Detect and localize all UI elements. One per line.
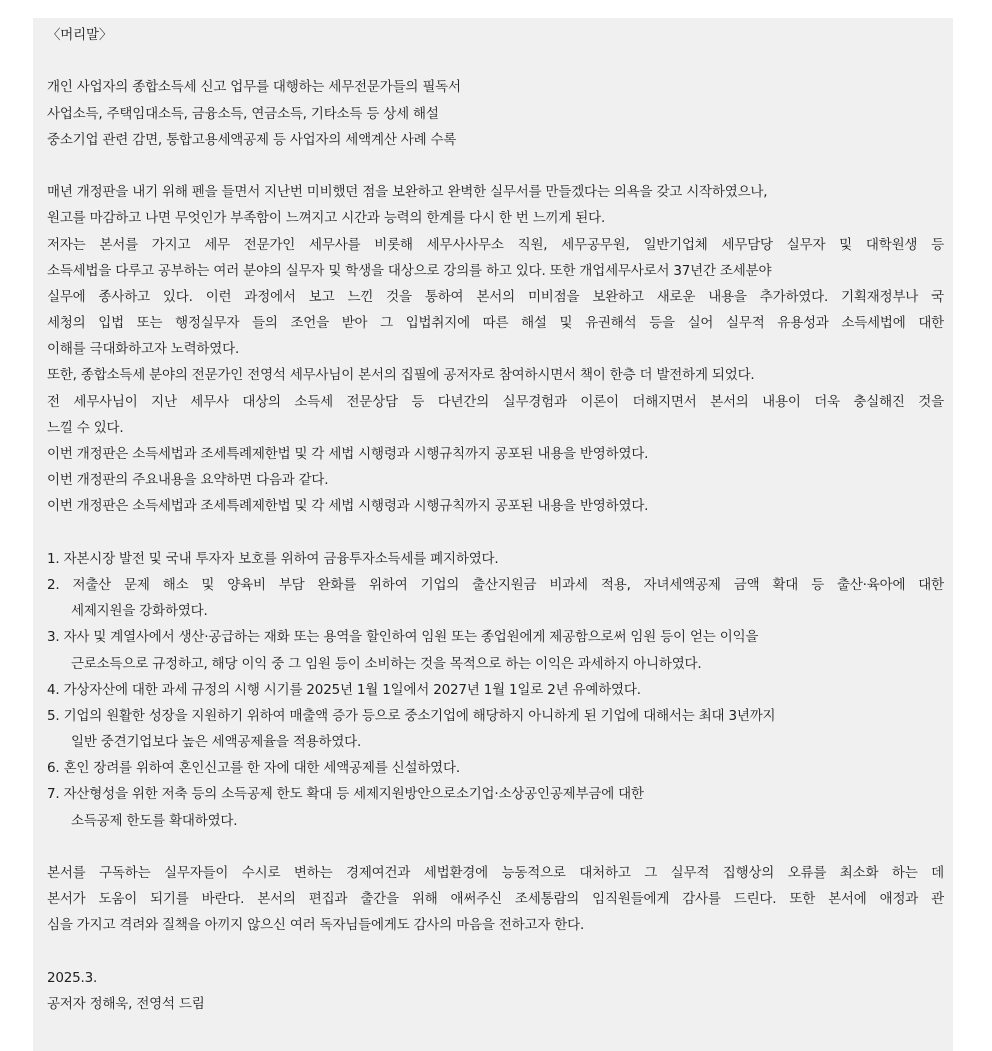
preface-heading: 〈머리말〉 (47, 27, 113, 43)
list-item-continuation: 세제지원을 강화하였다. (71, 603, 208, 620)
item-number: 2. (47, 576, 60, 593)
item-number: 4. (47, 681, 60, 698)
body-line: 저자는 본서를 가지고 세무 전문가인 세무사를 비롯해 세무사사무소 직원, 세무공무원, 일반기업체 세무담당 실무자 및 대학원생 등 (47, 236, 944, 253)
spacer (47, 153, 947, 179)
item-text: 저출산 문제 해소 및 양육비 부담 완화를 위하여 기업의 출산지원금 비과세 적용, 자녀세액공제 금액 확대 등 출산·육아에 대한 (72, 576, 944, 593)
body-line: 매년 개정판을 내기 위해 펜을 들면서 지난번 미비했던 점을 보완하고 완벽한 실무서를 만들겠다는 의욕을 갖고 시작하였으나, (47, 184, 768, 201)
list-item-continuation: 소득공제 한도를 확대하였다. (71, 812, 238, 829)
body-line: 전 세무사님이 지난 세무사 대상의 소득세 전문상담 등 다년간의 실무경험과 이론이 더해지면서 본서의 내용이 더욱 충실해진 것을 (47, 393, 944, 410)
body-line: 이번 개정판은 소득세법과 조세특례제한법 및 각 세법 시행령과 시행규칙까지 공포된 내용을 반영하였다. (47, 498, 649, 515)
intro-line: 개인 사업자의 종합소득세 신고 업무를 대행하는 세무전문가들의 필독서 (47, 79, 461, 96)
item-text: 자산형성을 위한 저축 등의 소득공제 한도 확대 등 세제지원방안으로소기업·소상공인공제부금에 대한 (63, 786, 644, 803)
item-text: 가상자산에 대한 과세 규정의 시행 시기를 2025년 1월 1일에서 2027년 1월 1일로 2년 유예하였다. (63, 681, 641, 698)
list-item-continuation: 일반 중견기업보다 높은 세액공제율을 적용하였다. (71, 734, 362, 751)
item-text: 자본시장 발전 및 국내 투자자 보호를 위하여 금융투자소득세를 폐지하였다. (63, 550, 499, 567)
spacer (47, 48, 947, 74)
item-number: 6. (47, 760, 60, 777)
list-item (47, 546, 947, 572)
closing-line: 심을 가지고 격려와 질책을 아끼지 않으신 여러 독자님들에게도 감사의 마음을 전하고자 한다. (47, 917, 585, 934)
body-line: 실무에 종사하고 있다. 이런 과정에서 보고 느낀 것을 통하여 본서의 미비점을 보완하고 새로운 내용을 추가하였다. 기획재정부나 국 (47, 288, 944, 305)
date: 2025.3. (47, 969, 98, 986)
item-text: 자사 및 계열사에서 생산·공급하는 재화 또는 용역을 할인하여 임원 또는 종업원에게 제공함으로써 임원 등이 얻는 이익을 (63, 629, 759, 646)
spacer (47, 520, 947, 546)
spacer (47, 939, 947, 965)
body-line: 또한, 종합소득세 분야의 전문가인 전영석 세무사님이 본서의 집필에 공저자로 참여하시면서 책이 한층 더 발전하게 되었다. (47, 367, 755, 384)
list-item (47, 703, 947, 729)
item-number: 3. (47, 629, 60, 646)
intro-line: 중소기업 관련 감면, 통합고용세액공제 등 사업자의 세액계산 사례 수록 (47, 131, 457, 148)
list-item-continuation: 근로소득으로 규정하고, 해당 이익 중 그 임원 등이 소비하는 것을 목적으로 하는 이익은 과세하지 아니하였다. (71, 655, 702, 672)
list-item (47, 624, 947, 650)
revision-list (47, 546, 947, 834)
intro-line: 사업소득, 주택임대소득, 금융소득, 연금소득, 기타소득 등 상세 해설 (47, 105, 439, 122)
list-item (47, 755, 947, 781)
closing-line: 본서가 도움이 되기를 바란다. 본서의 편집과 출간을 위해 애써주신 조세통람의 임직원들에게 감사를 드린다. 또한 본서에 애정과 관 (47, 891, 944, 908)
item-text: 기업의 원활한 성장을 지원하기 위하여 매출액 증가 등으로 중소기업에 해당하지 아니하게 된 기업에 대해서는 최대 3년까지 (63, 707, 776, 724)
item-number: 5. (47, 707, 60, 724)
preface-content (47, 22, 947, 1017)
list-item (47, 677, 947, 703)
body-line: 소득세법을 다루고 공부하는 여러 분야의 실무자 및 학생을 대상으로 강의를 하고 있다. 또한 개업세무사로서 37년간 조세분야 (47, 262, 772, 279)
closing-line: 본서를 구독하는 실무자들이 수시로 변하는 경제여건과 세법환경에 능동적으로 대처하고 그 실무적 집행상의 오류를 최소화 하는 데 (47, 865, 944, 881)
body-line: 느낄 수 있다. (47, 419, 124, 436)
body-line: 원고를 마감하고 나면 무엇인가 부족함이 느껴지고 시간과 능력의 한계를 다시 한 번 느끼게 된다. (47, 210, 606, 227)
list-item (47, 781, 947, 807)
spacer (47, 834, 947, 860)
body-line: 이번 개정판은 소득세법과 조세특례제한법 및 각 세법 시행령과 시행규칙까지 공포된 내용을 반영하였다. (47, 446, 649, 462)
body-line: 이번 개정판의 주요내용을 요약하면 다음과 같다. (47, 472, 329, 489)
body-line: 세청의 입법 또는 행정실무자 들의 조언을 받아 그 입법취지에 따른 해설 및 유권해석 등을 실어 실무적 유용성과 소득세법에 대한 (47, 315, 944, 332)
body-line: 이해를 극대화하고자 노력하였다. (47, 341, 240, 358)
item-text: 혼인 장려를 위하여 혼인신고를 한 자에 대한 세액공제를 신설하였다. (63, 760, 460, 777)
signature: 공저자 정해욱, 전영석 드림 (47, 995, 205, 1012)
item-number: 1. (47, 550, 60, 567)
list-item (47, 572, 944, 598)
item-number: 7. (47, 786, 60, 803)
